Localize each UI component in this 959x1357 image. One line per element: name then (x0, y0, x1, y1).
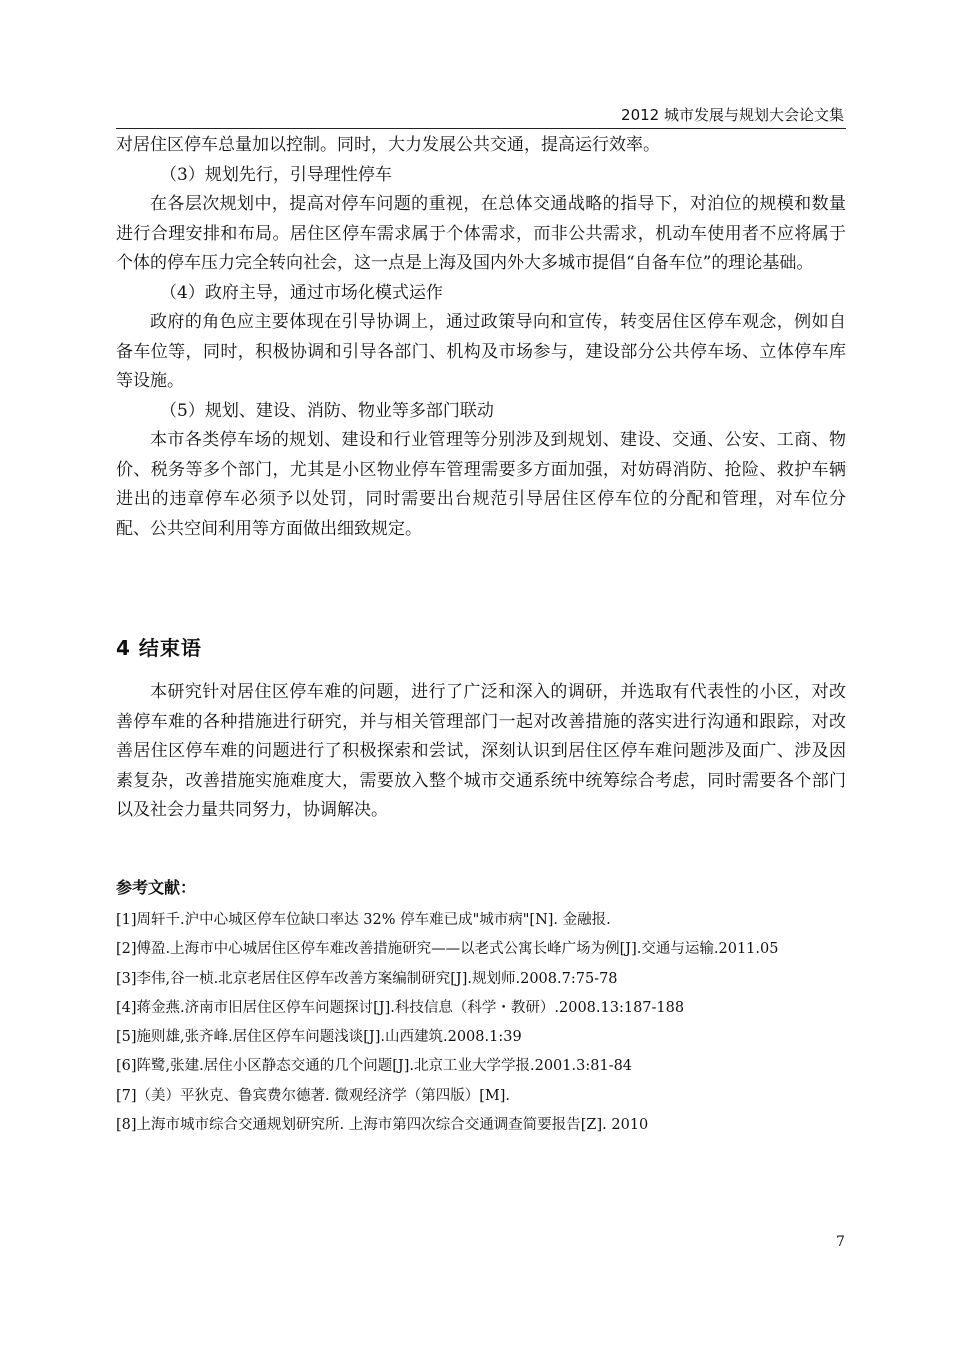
reference-item: [5]施则雄,张齐峰.居住区停车问题浅谈[J].山西建筑.2008.1:39 (116, 1029, 522, 1046)
lead-paragraph: 对居住区停车总量加以控制。同时，大力发展公共交通，提高运行效率。 (116, 135, 660, 155)
conclusion-paragraph: 本研究针对居住区停车难的问题，进行了广泛和深入的调研，并选取有代表性的小区，对改善停车难的各种措施进行研究，并与相关管理部门一起对改善措施的落实进行沟通和跟踪，对改善居住区停车难的问题进行了积极探索和尝试，深刻认识到居住区停车难问题涉及面广、涉及因素复杂，改善措施实施难度大，需要放入整个城市交通系统中统筹综合考虑，同时需要各个部门以及社会力量共同努力，协调解决。 (116, 682, 846, 820)
reference-item: [6]阵鹭,张建.居住小区静态交通的几个问题[J].北京工业大学学报.2001.3:81-84 (116, 1058, 633, 1075)
references-title: 参考文献： (116, 878, 197, 897)
running-header (116, 104, 846, 129)
subheading-5: （5）规划、建设、消防、物业等多部门联动 (160, 400, 494, 421)
paragraph-3: 在各层次规划中，提高对停车问题的重视，在总体交通战略的指导下，对泊位的规模和数量进行合理安排和布局。居住区停车需求属于个体需求，而非公共需求，机动车使用者不应将属于个体的停车压力完全转向社会，这一点是上海及国内外大多城市提倡“自备车位”的理论基础。 (116, 194, 846, 273)
subheading-3: （3）规划先行，引导理性停车 (160, 164, 392, 185)
conclusion-section (116, 678, 846, 826)
reference-item: [4]蒋金燕.济南市旧居住区停车问题探讨[J].科技信息（科学・教研）.2008.13:187-188 (116, 999, 685, 1016)
subheading-4: （4）政府主导，通过市场化模式运作 (160, 282, 443, 303)
reference-list (116, 906, 846, 1140)
reference-item: [8]上海市城市综合交通规划研究所. 上海市第四次综合交通调查简要报告[Z]. 2010 (116, 1117, 649, 1134)
body-section (116, 131, 846, 544)
page-number: 7 (836, 1234, 845, 1250)
reference-item: [3]李伟,谷一桢.北京老居住区停车改善方案编制研究[J].规划师.2008.7:75-78 (116, 970, 618, 987)
header-title: 2012 城市发展与规划大会论文集 (621, 106, 844, 124)
paragraph-5: 本市各类停车场的规划、建设和行业管理等分别涉及到规划、建设、交通、公安、工商、物价、税务等多个部门，尤其是小区物业停车管理需要多方面加强，对妨碍消防、抢险、救护车辆进出的违章停车必须予以处罚，同时需要出台规范引导居住区停车位的分配和管理，对车位分配、公共空间利用等方面做出细致规定。 (116, 430, 846, 539)
reference-item: [7]（美）平狄克、鲁宾费尔德著. 微观经济学（第四版）[M]. (116, 1087, 511, 1104)
conclusion-title: 4 结束语 (116, 636, 202, 660)
reference-item: [2]傅盈.上海市中心城居住区停车难改善措施研究——以老式公寓长峰广场为例[J].交通与运输.2011.05 (116, 941, 779, 958)
reference-item: [1]周轩千.沪中心城区停车位缺口率达 32% 停车难已成"城市病"[N]. 金融报. (116, 912, 611, 928)
paragraph-4: 政府的角色应主要体现在引导协调上，通过政策导向和宣传，转变居住区停车观念，例如自备车位等，同时，积极协调和引导各部门、机构及市场参与，建设部分公共停车场、立体停车库等设施。 (116, 312, 846, 391)
